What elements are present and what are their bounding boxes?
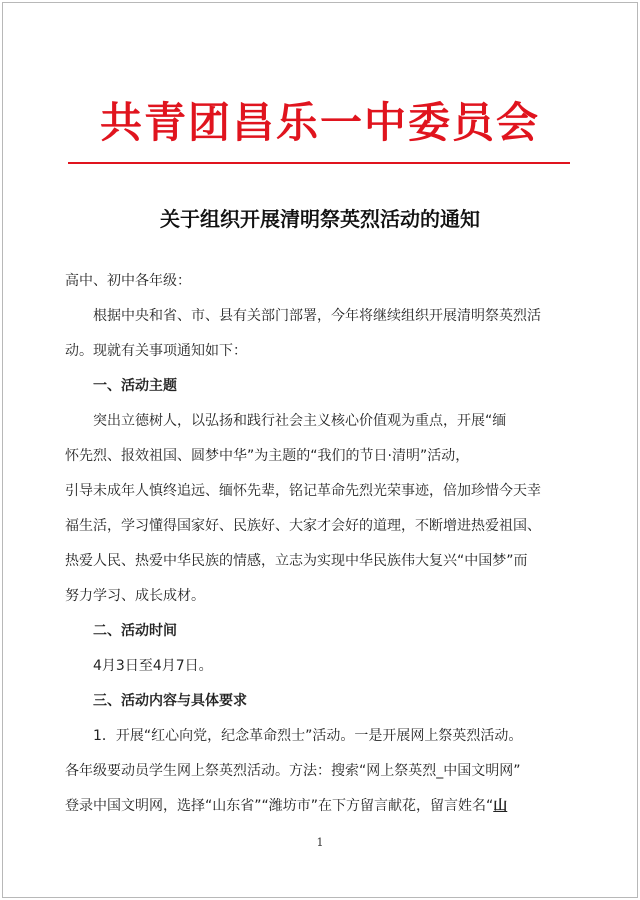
- red-divider-line: [68, 162, 570, 164]
- content-line-3: [65, 796, 507, 816]
- document-title: 关于组织开展清明祭英烈活动的通知: [160, 207, 480, 231]
- page-number: 1: [316, 836, 324, 849]
- section-3-heading: 三、活动内容与具体要求: [93, 693, 247, 709]
- content-line-2: 各年级要动员学生网上祭英烈活动。方法：搜索“网上祭英烈_中国文明网”: [65, 763, 521, 779]
- theme-line-2: 怀先烈、报效祖国、圆梦中华”为主题的“我们的节日·清明”活动，: [65, 448, 470, 464]
- intro-line-2: 动。现就有关事项通知如下：: [65, 343, 247, 359]
- theme-line-6: 努力学习、成长成材。: [65, 588, 205, 604]
- intro-line-1: 根据中央和省、市、县有关部门部署，今年将继续组织开展清明祭英烈活: [93, 308, 541, 324]
- section-2-heading: 二、活动时间: [93, 623, 177, 639]
- theme-line-1: 突出立德树人，以弘扬和践行社会主义核心价值观为重点，开展“缅: [93, 413, 507, 429]
- time-text: 4月3日至4月7日。: [93, 658, 213, 674]
- theme-line-5: 热爱人民、热爱中华民族的情感，立志为实现中华民族伟大复兴“中国梦”而: [65, 553, 528, 569]
- section-1-heading: 一、活动主题: [93, 378, 177, 394]
- content-line-1: 1．开展“红心向党，纪念革命烈士”活动。一是开展网上祭英烈活动。: [93, 728, 523, 744]
- organization-title: 共青团昌乐一中委员会: [99, 98, 540, 147]
- content-line-3-tail: 山: [493, 798, 508, 814]
- salutation: 高中、初中各年级：: [65, 273, 191, 289]
- content-line-3-text: 登录中国文明网，选择“山东省”“潍坊市”在下方留言献花，留言姓名“: [65, 798, 494, 814]
- theme-line-3: 引导未成年人慎终追远、缅怀先辈，铭记革命先烈光荣事迹，倍加珍惜今天幸: [65, 483, 541, 499]
- theme-line-4: 福生活，学习懂得国家好、民族好、大家才会好的道理，不断增进热爱祖国、: [65, 518, 541, 534]
